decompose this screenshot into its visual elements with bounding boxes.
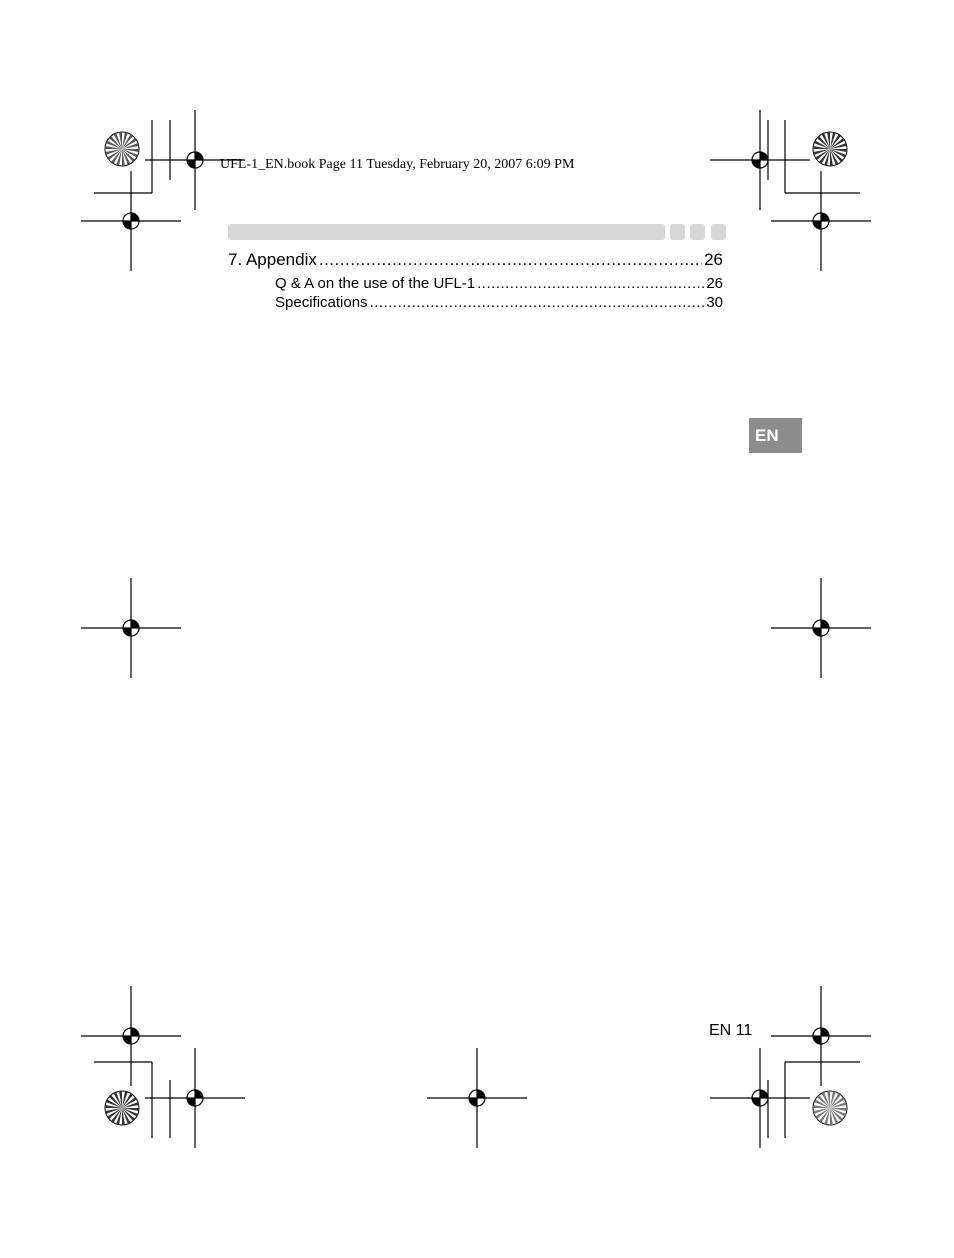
crosshair-mark [710,1048,810,1148]
toc-leader [319,250,702,270]
crosshair-mark [81,171,181,271]
star-target [105,1091,139,1125]
toc-page: 30 [706,294,723,311]
toc-page: 26 [706,275,723,292]
star-target [105,132,139,166]
crosshair-mark [81,578,181,678]
table-of-contents [228,250,723,313]
star-target [813,132,847,166]
language-tab: EN [749,418,802,453]
crosshair-mark [145,1048,245,1148]
toc-label: 7. Appendix [228,250,317,269]
toc-leader [370,294,705,311]
star-target [813,1091,847,1125]
crosshair-mark [427,1048,527,1148]
toc-entry-specifications[interactable] [275,294,723,313]
crosshair-mark [771,986,871,1086]
section-bar [228,224,665,240]
toc-label: Q & A on the use of the UFL-1 [275,275,476,292]
toc-page: 26 [704,250,723,269]
toc-leader [477,275,704,292]
toc-entry-appendix[interactable] [228,250,723,274]
crosshair-mark [710,110,810,210]
crosshair-mark [81,986,181,1086]
crosshair-mark [771,578,871,678]
toc-label: Specifications [275,294,368,311]
toc-entry-qa[interactable] [275,275,723,294]
section-bar-block-2 [690,224,705,240]
crosshair-mark [771,171,871,271]
section-bar-block-1 [670,224,685,240]
print-header-line: UFL-1_EN.book Page 11 Tuesday, February 20, 2007 6:09 PM [220,157,575,172]
page-number: EN 11 [709,1022,753,1039]
section-bar-block-3 [711,224,726,240]
